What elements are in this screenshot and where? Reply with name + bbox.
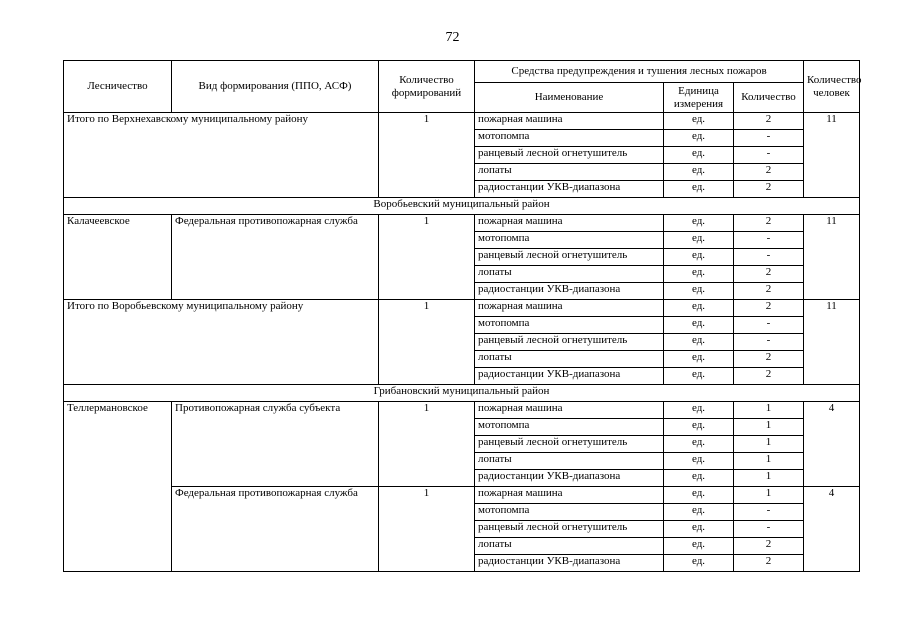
means-name-cell: пожарная машина [475,300,664,317]
quantity-cell: 1 [734,487,804,504]
quantity-cell: - [734,317,804,334]
quantity-cell: - [734,521,804,538]
unit-cell: ед. [664,113,734,130]
unit-cell: ед. [664,368,734,385]
unit-cell: ед. [664,283,734,300]
quantity-cell: 2 [734,300,804,317]
quantity-cell: - [734,147,804,164]
header-forestry: Лесничество [64,61,172,113]
means-name-cell: лопаты [475,351,664,368]
table-body [64,113,860,572]
means-name-cell: пожарная машина [475,113,664,130]
means-name-cell: лопаты [475,164,664,181]
quantity-cell: 2 [734,266,804,283]
section-row [64,385,860,402]
means-name-cell: радиостанции УКВ-диапазона [475,181,664,198]
unit-cell: ед. [664,538,734,555]
header-quantity: Количество [734,83,804,113]
means-name-cell: мотопомпа [475,504,664,521]
quantity-cell: 2 [734,351,804,368]
quantity-cell: 1 [734,470,804,487]
people-count-cell: 4 [804,402,860,487]
means-name-cell: радиостанции УКВ-диапазона [475,555,664,572]
table-header [64,61,860,113]
table-row [64,215,860,232]
means-name-cell: пожарная машина [475,487,664,504]
means-name-cell: ранцевый лесной огнетушитель [475,249,664,266]
means-name-cell: мотопомпа [475,130,664,147]
section-row [64,198,860,215]
quantity-cell: - [734,232,804,249]
header-unit: Единица измерения [664,83,734,113]
formation-count-cell: 1 [379,487,475,572]
means-name-cell: радиостанции УКВ-диапазона [475,470,664,487]
formation-cell: Федеральная противопожарная служба [172,487,379,572]
quantity-cell: 1 [734,436,804,453]
formation-count-cell: 1 [379,402,475,487]
table-row [64,487,860,504]
table-row [64,113,860,130]
quantity-cell: 2 [734,113,804,130]
means-name-cell: лопаты [475,453,664,470]
header-people: Количество человек [804,61,860,113]
quantity-cell: 1 [734,402,804,419]
means-name-cell: ранцевый лесной огнетушитель [475,147,664,164]
quantity-cell: 2 [734,215,804,232]
means-name-cell: мотопомпа [475,317,664,334]
unit-cell: ед. [664,521,734,538]
means-name-cell: лопаты [475,266,664,283]
unit-cell: ед. [664,555,734,572]
formation-cell: Федеральная противопожарная служба [172,215,379,300]
people-count-cell: 11 [804,215,860,300]
quantity-cell: 1 [734,419,804,436]
unit-cell: ед. [664,249,734,266]
section-title: Грибановский муниципальный район [64,385,860,402]
people-count-cell: 4 [804,487,860,572]
unit-cell: ед. [664,164,734,181]
total-label: Итого по Верхнехавскому муниципальному району [64,113,379,198]
quantity-cell: 2 [734,538,804,555]
unit-cell: ед. [664,334,734,351]
formation-cell: Противопожарная служба субъекта [172,402,379,487]
unit-cell: ед. [664,215,734,232]
means-name-cell: ранцевый лесной огнетушитель [475,521,664,538]
section-title: Воробьевский муниципальный район [64,198,860,215]
means-name-cell: ранцевый лесной огнетушитель [475,436,664,453]
unit-cell: ед. [664,181,734,198]
quantity-cell: 2 [734,164,804,181]
unit-cell: ед. [664,130,734,147]
quantity-cell: 2 [734,368,804,385]
header-formation-type: Вид формирования (ППО, АСФ) [172,61,379,113]
unit-cell: ед. [664,470,734,487]
quantity-cell: - [734,334,804,351]
fire-resources-table [63,60,860,572]
unit-cell: ед. [664,487,734,504]
unit-cell: ед. [664,419,734,436]
forestry-cell: Калачеевское [64,215,172,300]
means-name-cell: радиостанции УКВ-диапазона [475,283,664,300]
people-count-cell: 11 [804,113,860,198]
formation-count-cell: 1 [379,215,475,300]
formation-count-cell: 1 [379,113,475,198]
people-count-cell: 11 [804,300,860,385]
formation-count-cell: 1 [379,300,475,385]
unit-cell: ед. [664,453,734,470]
means-name-cell: мотопомпа [475,232,664,249]
quantity-cell: - [734,249,804,266]
means-name-cell: радиостанции УКВ-диапазона [475,368,664,385]
unit-cell: ед. [664,300,734,317]
means-name-cell: пожарная машина [475,215,664,232]
quantity-cell: 2 [734,283,804,300]
forestry-cell: Теллермановское [64,402,172,572]
quantity-cell: 2 [734,555,804,572]
unit-cell: ед. [664,232,734,249]
quantity-cell: 2 [734,181,804,198]
means-name-cell: мотопомпа [475,419,664,436]
unit-cell: ед. [664,147,734,164]
unit-cell: ед. [664,266,734,283]
means-name-cell: ранцевый лесной огнетушитель [475,334,664,351]
header-formation-count: Количество формирований [379,61,475,113]
unit-cell: ед. [664,504,734,521]
table-row [64,300,860,317]
quantity-cell: - [734,504,804,521]
page-number: 72 [445,30,460,45]
unit-cell: ед. [664,436,734,453]
total-label: Итого по Воробьевскому муниципальному району [64,300,379,385]
unit-cell: ед. [664,317,734,334]
unit-cell: ед. [664,402,734,419]
header-means-group: Средства предупреждения и тушения лесных пожаров [475,61,804,83]
unit-cell: ед. [664,351,734,368]
header-name: Наименование [475,83,664,113]
table-row [64,402,860,419]
quantity-cell: - [734,130,804,147]
means-name-cell: лопаты [475,538,664,555]
quantity-cell: 1 [734,453,804,470]
means-name-cell: пожарная машина [475,402,664,419]
